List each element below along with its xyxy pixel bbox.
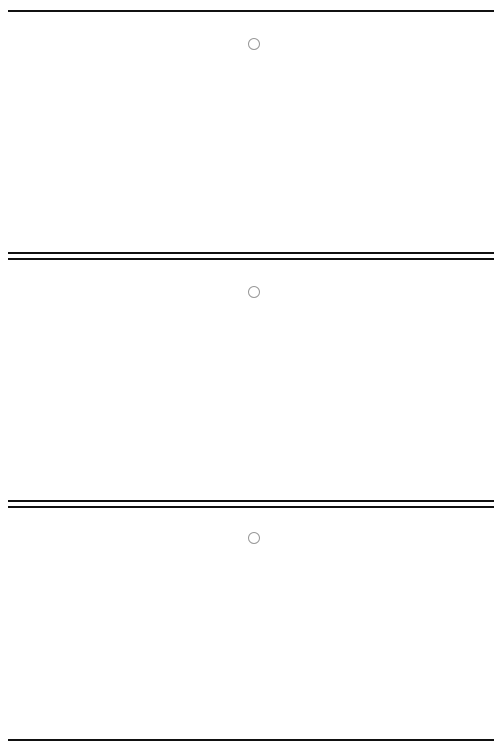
scripture-page [8,10,494,741]
text-column [316,18,334,246]
text-column [355,514,373,733]
text-column [472,266,490,494]
text-column [414,266,432,494]
text-column [20,514,38,733]
text-column [59,514,77,733]
text-column [195,266,213,494]
binding-hole-icon [248,38,260,50]
text-column [98,266,116,494]
text-band-top [8,10,494,254]
text-column [215,514,233,733]
text-column [414,514,432,733]
text-column [137,18,155,246]
text-column [375,514,393,733]
text-column [453,514,471,733]
text-column [394,514,412,733]
text-column [316,514,334,733]
text-column [137,514,155,733]
text-column [336,18,354,246]
text-column [394,18,412,246]
text-column [433,18,451,246]
text-column [156,514,174,733]
text-band-middle [8,258,494,502]
text-column [59,18,77,246]
text-column [297,18,315,246]
text-column [78,18,96,246]
text-column [39,18,57,246]
text-column [355,18,373,246]
text-column [277,266,295,494]
text-column [355,266,373,494]
text-column [195,18,213,246]
text-column [336,514,354,733]
text-column [215,18,233,246]
text-column [453,18,471,246]
text-column [176,266,194,494]
text-column [316,266,334,494]
text-column [297,514,315,733]
text-column [117,18,135,246]
text-column [176,514,194,733]
text-column [20,18,38,246]
text-column [472,18,490,246]
text-column [39,514,57,733]
binding-hole-icon [248,532,260,544]
text-column [117,514,135,733]
text-column [336,266,354,494]
text-column [78,266,96,494]
text-column [117,266,135,494]
text-column [234,266,252,494]
text-column [215,266,233,494]
text-column [394,266,412,494]
text-column [297,266,315,494]
text-column [277,514,295,733]
text-column [20,266,38,494]
text-column [234,18,252,246]
text-column [375,18,393,246]
text-band-bottom [8,506,494,741]
text-column [156,18,174,246]
text-column [433,266,451,494]
text-column [277,18,295,246]
text-column [414,18,432,246]
text-column [234,514,252,733]
text-column [195,514,213,733]
text-column [98,18,116,246]
text-column [176,18,194,246]
text-column [98,514,116,733]
text-column [375,266,393,494]
text-column [39,266,57,494]
text-column [472,514,490,733]
text-column [453,266,471,494]
text-column [59,266,77,494]
binding-hole-icon [248,286,260,298]
binding-gutter [254,266,276,494]
text-column [156,266,174,494]
text-column [137,266,155,494]
text-column [433,514,451,733]
binding-gutter [254,514,276,733]
binding-gutter [254,18,276,246]
text-column [78,514,96,733]
